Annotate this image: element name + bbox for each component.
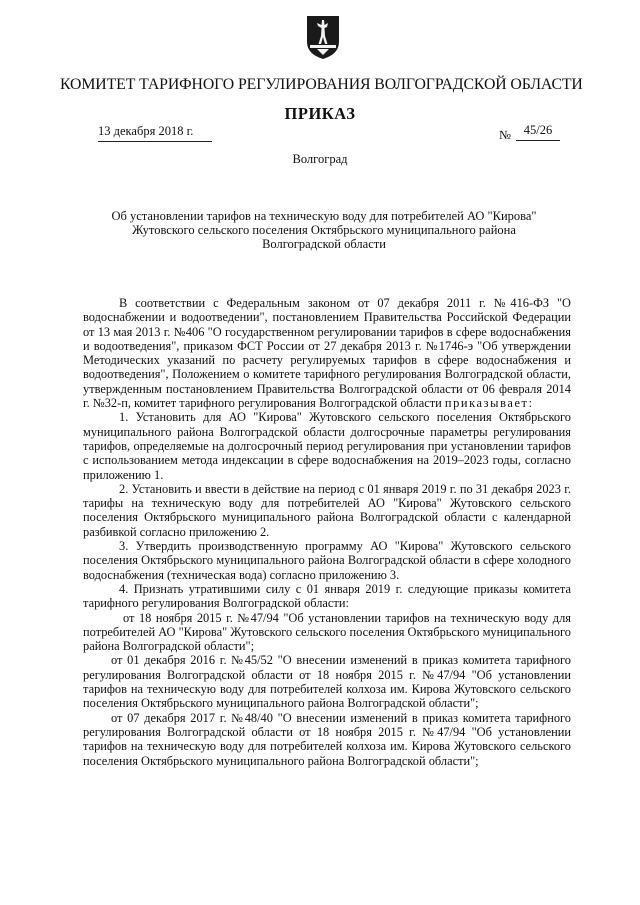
document-type: ПРИКАЗ	[284, 104, 356, 123]
order-body	[83, 296, 571, 768]
city: Волгоград	[292, 152, 348, 166]
item-paragraph-3: 3. Утвердить производственную программу АО "Кирова" Жутовского сельского поселения Октябрьского муниципального района Волгоградской области в сфере холодного водоснабжения (техническая вода) согласно приложению 3.	[83, 539, 571, 582]
revoked-order-3: от 07 декабря 2017 г. №48/40 "О внесении изменений в приказ комитета тарифного регулирования Волгоградской области от 18 ноября 2015 г. №47/94 "Об установлении тарифов на техническую воду для потребителей колхоза им. Кирова Жутовского сельского поселения Октябрьского муниципального района Волгоградской области";	[83, 710, 571, 768]
order-number-label: №	[499, 128, 511, 142]
order-number: 45/26	[516, 123, 560, 141]
item-paragraph-2: 2. Установить и ввести в действие на период с 01 января 2019 г. по 31 декабря 2023 г. тарифы на техническую воду для потребителей АО "Кирова" Жутовского сельского поселения Октябрьского муниципального района Волгоградской области с календарной разбивкой согласно приложению 2.	[83, 481, 571, 539]
preamble-paragraph	[83, 296, 571, 410]
revoked-order-1: от 18 ноября 2015 г. №47/94 "Об установлении тарифов на техническую воду для потребителей АО "Кирова" Жутовского сельского поселения Октябрьского муниципального района Волгоградской области";	[83, 610, 571, 654]
order-date: 13 декабря 2018 г.	[98, 124, 212, 142]
item-paragraph-1: 1. Установить для АО "Кирова" Жутовского сельского поселения Октябрьского муниципального района Волгоградской области долгосрочные параметры регулирования тарифов, определяемые на долгосрочный период регулирования при установлении тарифов с использованием метода индексации в сфере водоснабжения на 2019–2023 годы, согласно приложению 1.	[83, 410, 571, 482]
revoked-order-2: от 01 декабря 2016 г. №45/52 "О внесении изменений в приказ комитета тарифного регулирования Волгоградской области от 18 ноября 2015 г. №47/94 "Об установлении тарифов на техническую воду для потребителей колхоза им. Кирова Жутовского сельского поселения Октябрьского муниципального района Волгоградской области";	[83, 653, 571, 711]
committee-name: КОМИТЕТ ТАРИФНОГО РЕГУЛИРОВАНИЯ ВОЛГОГРАДСКОЙ ОБЛАСТИ	[60, 76, 583, 93]
orders-word: приказывает:	[444, 396, 534, 411]
order-subject: Об установлении тарифов на техническую воду для потребителей АО "Кирова" Жутовского сельского поселения Октябрьского муниципального района Волгоградской области	[111, 209, 537, 252]
coat-of-arms-icon	[305, 14, 341, 60]
item-paragraph-4: 4. Признать утратившими силу с 01 января 2019 г. следующие приказы комитета тарифного регулирования Волгоградской области:	[83, 581, 571, 611]
preamble-text: В соответствии с Федеральным законом от 07 декабря 2011 г. №416-ФЗ "О водоснабжении и водоотведении", постановлением Правительства Российской Федерации от 13 мая 2013 г. №406 "О государственном регулировании тарифов в сфере водоснабжения и водоотведения", приказом ФСТ России от 27 декабря 2013 г. №1746-э "Об утверждении Методических указаний по расчету регулируемых тарифов в сфере водоснабжения и водоотведения", Положением о комитете тарифного регулирования Волгоградской области, утвержденным постановлением Правительства Волгоградской области от 06 февраля 2014 г. №32-п, комитет тарифного регулирования Волгоградской области	[83, 296, 571, 411]
